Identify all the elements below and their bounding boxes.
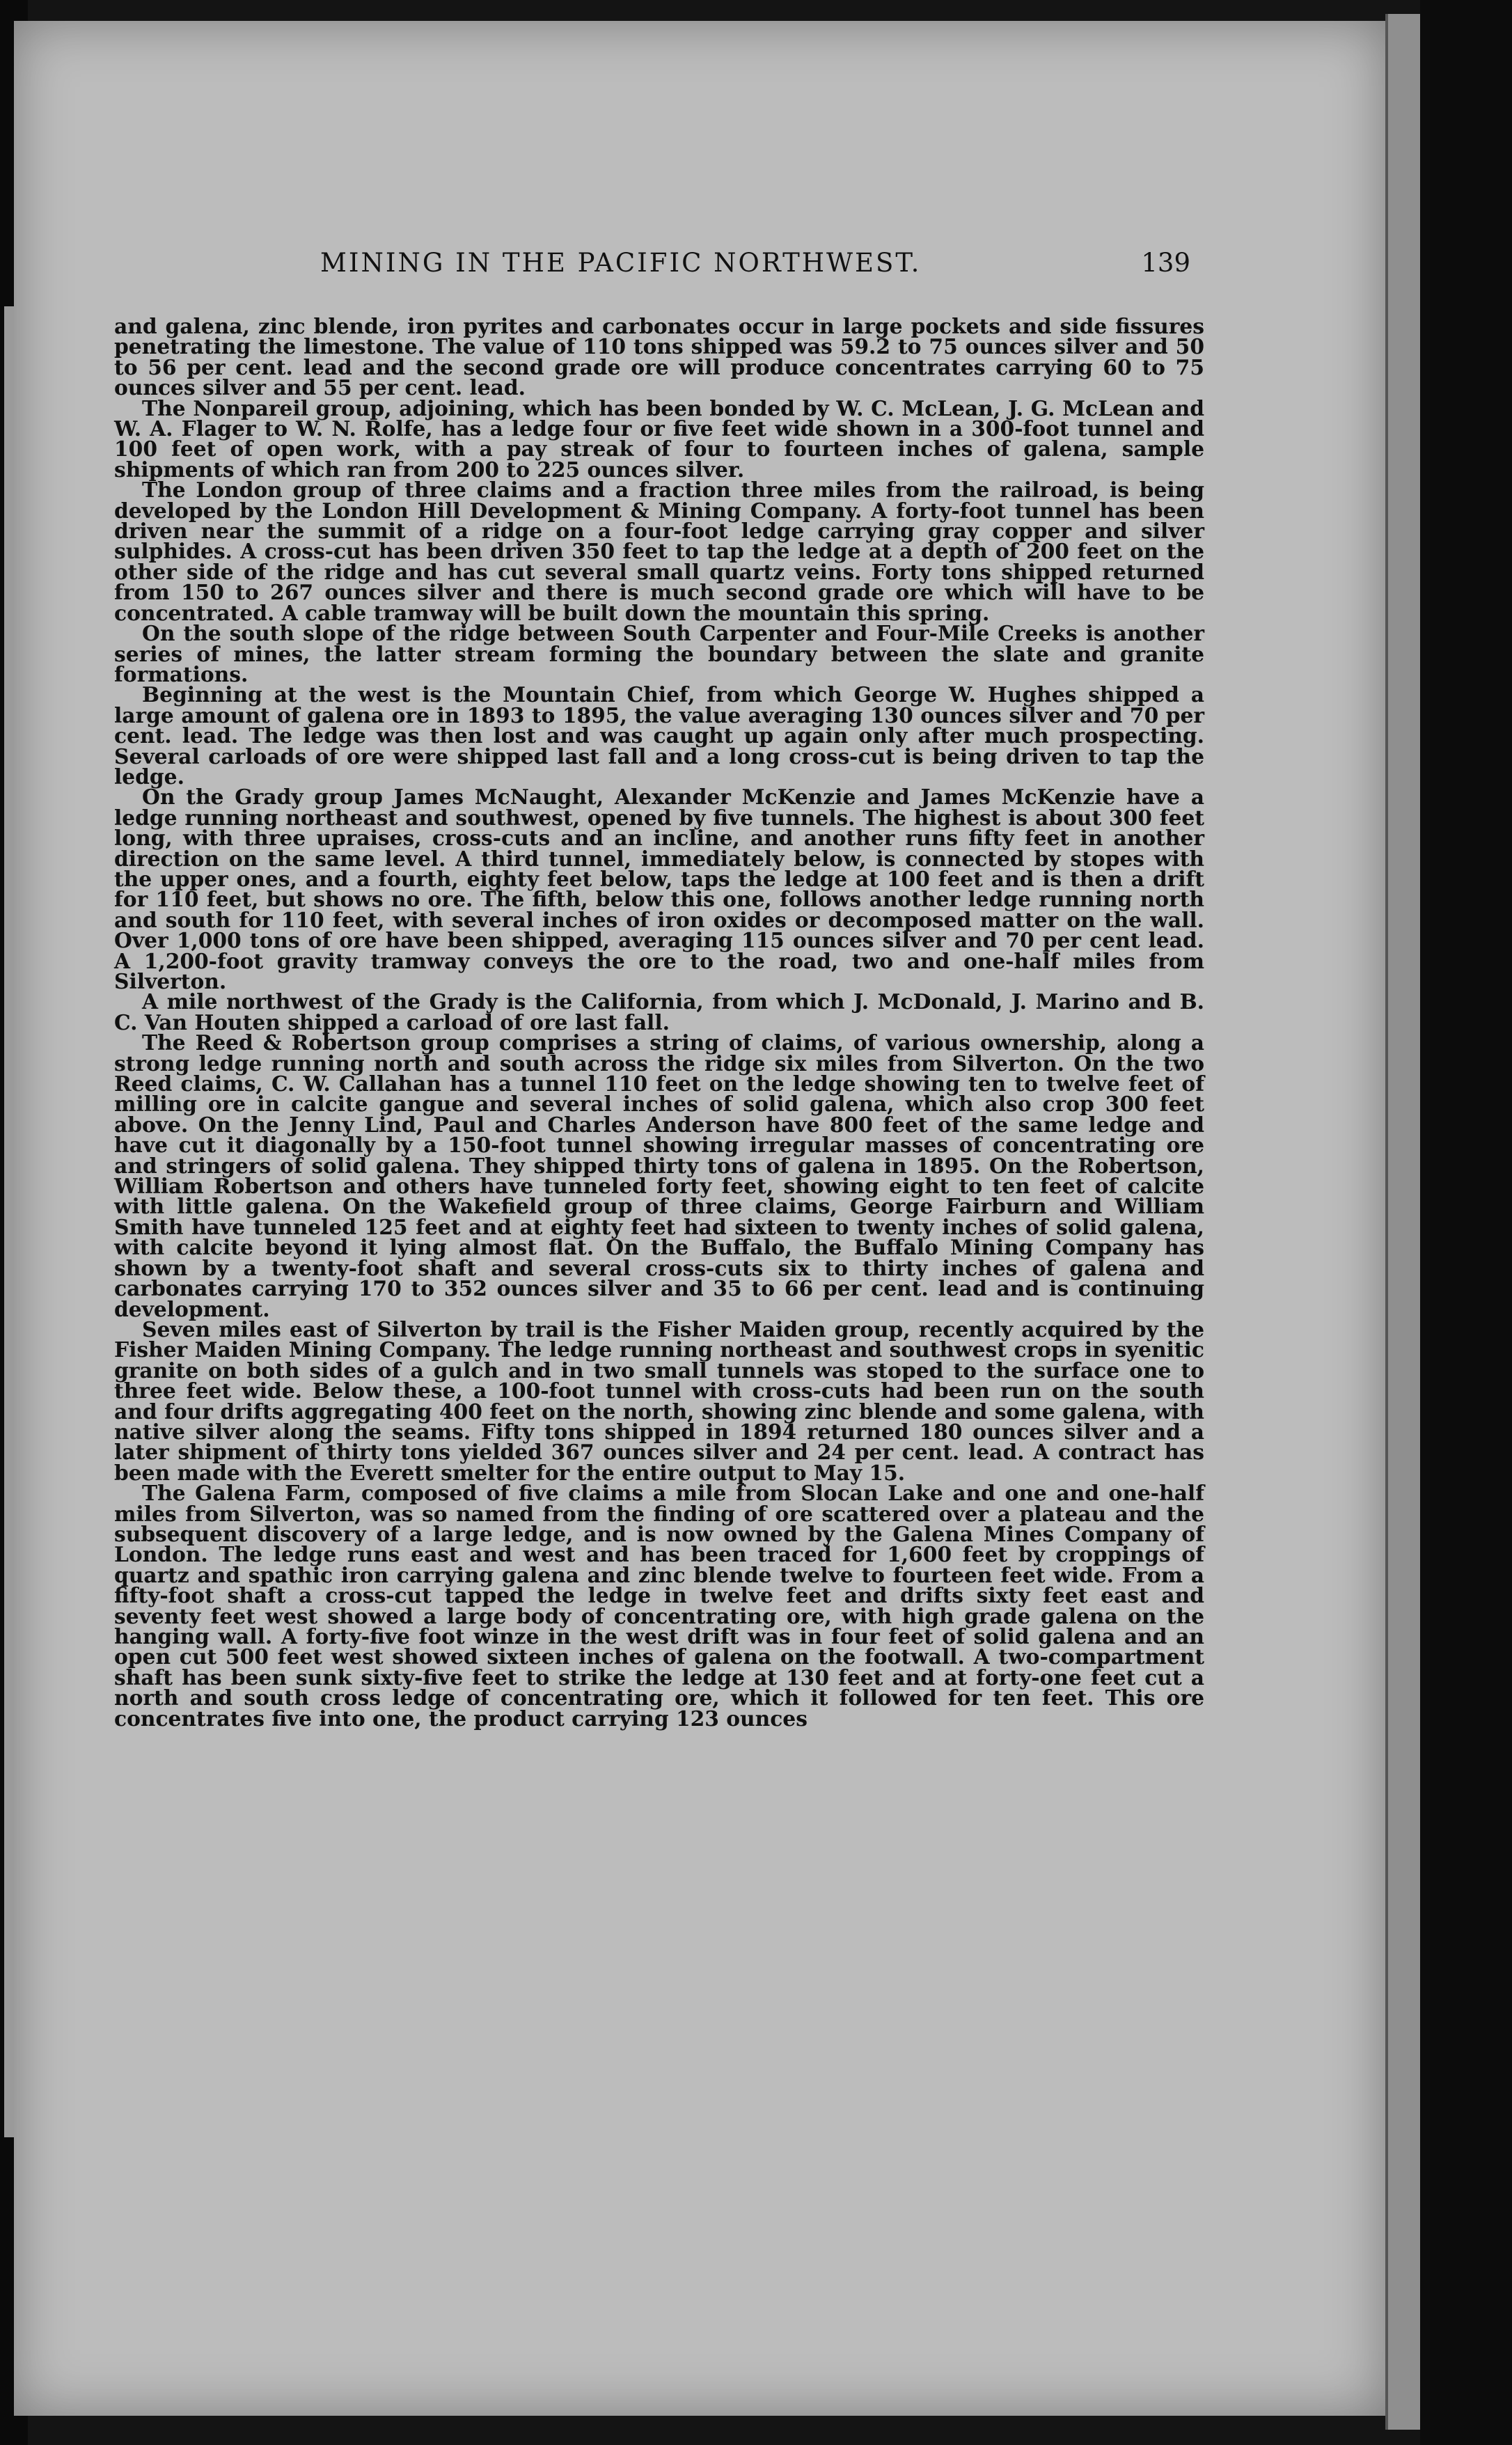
page-stack-edge (1385, 14, 1423, 2430)
body-text (114, 317, 1204, 1729)
paragraph: The Galena Farm, composed of five claims a mile from Slocan Lake and one and one-half miles from Silverton, was so named from the finding of ore scattered over a plateau and the subsequent discovery of a large ledge, and is now owned by the Galena Mines Company of London. The ledge runs east and west and has been traced for 1,600 feet by croppings of quartz and spathic iron carrying galena and zinc blende twelve to fourteen feet wide. From a fifty-foot shaft a cross-cut tapped the ledge in twelve feet and drifts sixty feet east and seventy feet west showed a large body of concentrating ore, with high grade galena on the hanging wall. A forty-five foot winze in the west drift was in four feet of solid galena and an open cut 500 feet west showed sixteen inches of galena on the footwall. A two-compartment shaft has been sunk sixty-five feet to strike the ledge at 130 feet and at forty-one feet cut a north and south cross ledge of concentrating ore, which it followed for ten feet. This ore concentrates five into one, the product carrying 123 ounces (114, 1481, 1204, 1731)
paragraph: Seven miles east of Silverton by trail is the Fisher Maiden group, recently acquired by the Fisher Maiden Mining Company. The ledge running northeast and southwest crops in syenitic granite on both sides of a gulch and in two small tunnels was stoped to the surface one to three feet wide. Below these, a 100-foot tunnel with cross-cuts had been run on the south and four drifts aggregating 400 feet on the north, showing zinc blende and some galena, with native silver along the seams. Fifty tons shipped in 1894 returned 180 ounces silver and a later shipment of thirty tons yielded 367 ounces silver and 24 per cent. lead. A contract has been made with the Everett smelter for the entire output to May 15. (114, 1317, 1204, 1486)
paragraph: On the south slope of the ridge between South Carpenter and Four-Mile Creeks is another series of mines, the latter stream forming the boundary between the slate and granite formations. (114, 622, 1204, 687)
book-binding-right (1420, 0, 1512, 2445)
paragraph: Beginning at the west is the Mountain Chief, from which George W. Hughes shipped a large amount of galena ore in 1893 to 1895, the value averaging 130 ounces silver and 70 per cent. lead. The ledge was then lost and was caught up again only after much prospecting. Several carloads of ore were shipped last fall and a long cross-cut is being driven to tap the ledge. (114, 683, 1204, 789)
paragraph: and galena, zinc blende, iron pyrites and carbonates occur in large pockets and side fissures penetrating the limestone. The value of 110 tons shipped was 59.2 to 75 ounces silver and 50 to 56 per cent. lead and the second grade ore will produce concentrates carrying 60 to 75 ounces silver and 55 per cent. lead. (114, 315, 1204, 401)
paragraph: The Nonpareil group, adjoining, which has been bonded by W. C. McLean, J. G. McLean and W. A. Flager to W. N. Rolfe, has a ledge four or five feet wide shown in a 300-foot tunnel and 100 feet of open work, with a pay streak of four to fourteen inches of galena, sample shipments of which ran from 200 to 225 ounces silver. (114, 396, 1204, 482)
running-head: MINING IN THE PACIFIC NORTHWEST. (320, 248, 922, 278)
paragraph: A mile northwest of the Grady is the California, from which J. McDonald, J. Marino and B. C. Van Houten shipped a carload of ore last fall. (114, 990, 1204, 1035)
page-number: 139 (1141, 248, 1190, 278)
paragraph: On the Grady group James McNaught, Alexander McKenzie and James McKenzie have a ledge running northeast and southwest, opened by five tunnels. The highest is about 300 feet long, with three upraises, cross-cuts and an incline, and another runs fifty feet in another direction on the same level. A third tunnel, immediately below, is connected by stopes with the upper ones, and a fourth, eighty feet below, taps the ledge at 100 feet and is then a drift for 110 feet, but shows no ore. The fifth, below this one, follows another ledge running north and south for 110 feet, with several inches of iron oxides or decomposed matter on the wall. Over 1,000 tons of ore have been shipped, averaging 115 ounces silver and 70 per cent lead. A 1,200-foot gravity tramway conveys the ore to the road, two and one-half miles from Silverton. (114, 785, 1204, 994)
paragraph: The London group of three claims and a fraction three miles from the railroad, is being developed by the London Hill Development & Mining Company. A forty-foot tunnel has been driven near the summit of a ridge on a four-foot ledge carrying gray copper and silver sulphides. A cross-cut has been driven 350 feet to tap the ledge at a depth of 200 feet on the other side of the ridge and has cut several small quartz veins. Forty tons shipped returned from 150 to 267 ounces silver and there is much second grade ore which will have to be concentrated. A cable tramway will be built down the mountain this spring. (114, 478, 1204, 626)
page-header (306, 245, 1190, 287)
paragraph: The Reed & Robertson group comprises a string of claims, of various ownership, along a strong ledge running north and south across the ridge six miles from Silverton. On the two Reed claims, C. W. Callahan has a tunnel 110 feet on the ledge showing ten to twelve feet of milling ore in calcite gangue and several inches of solid galena, which also crop 300 feet above. On the Jenny Lind, Paul and Charles Anderson have 800 feet of the same ledge and have cut it diagonally by a 150-foot tunnel showing irregular masses of concentrating ore and stringers of solid galena. They shipped thirty tons of galena in 1895. On the Robertson, William Robertson and others have tunneled forty feet, showing eight to ten feet of calcite with little galena. On the Wakefield group of three claims, George Fairburn and William Smith have tunneled 125 feet and at eighty feet had sixteen to twenty inches of solid galena, with calcite beyond it lying almost flat. On the Buffalo, the Buffalo Mining Company has shown by a twenty-foot shaft and several cross-cuts six to thirty inches of galena and carbonates carrying 170 to 352 ounces silver and 35 to 66 per cent. lead and is continuing development. (114, 1031, 1204, 1322)
